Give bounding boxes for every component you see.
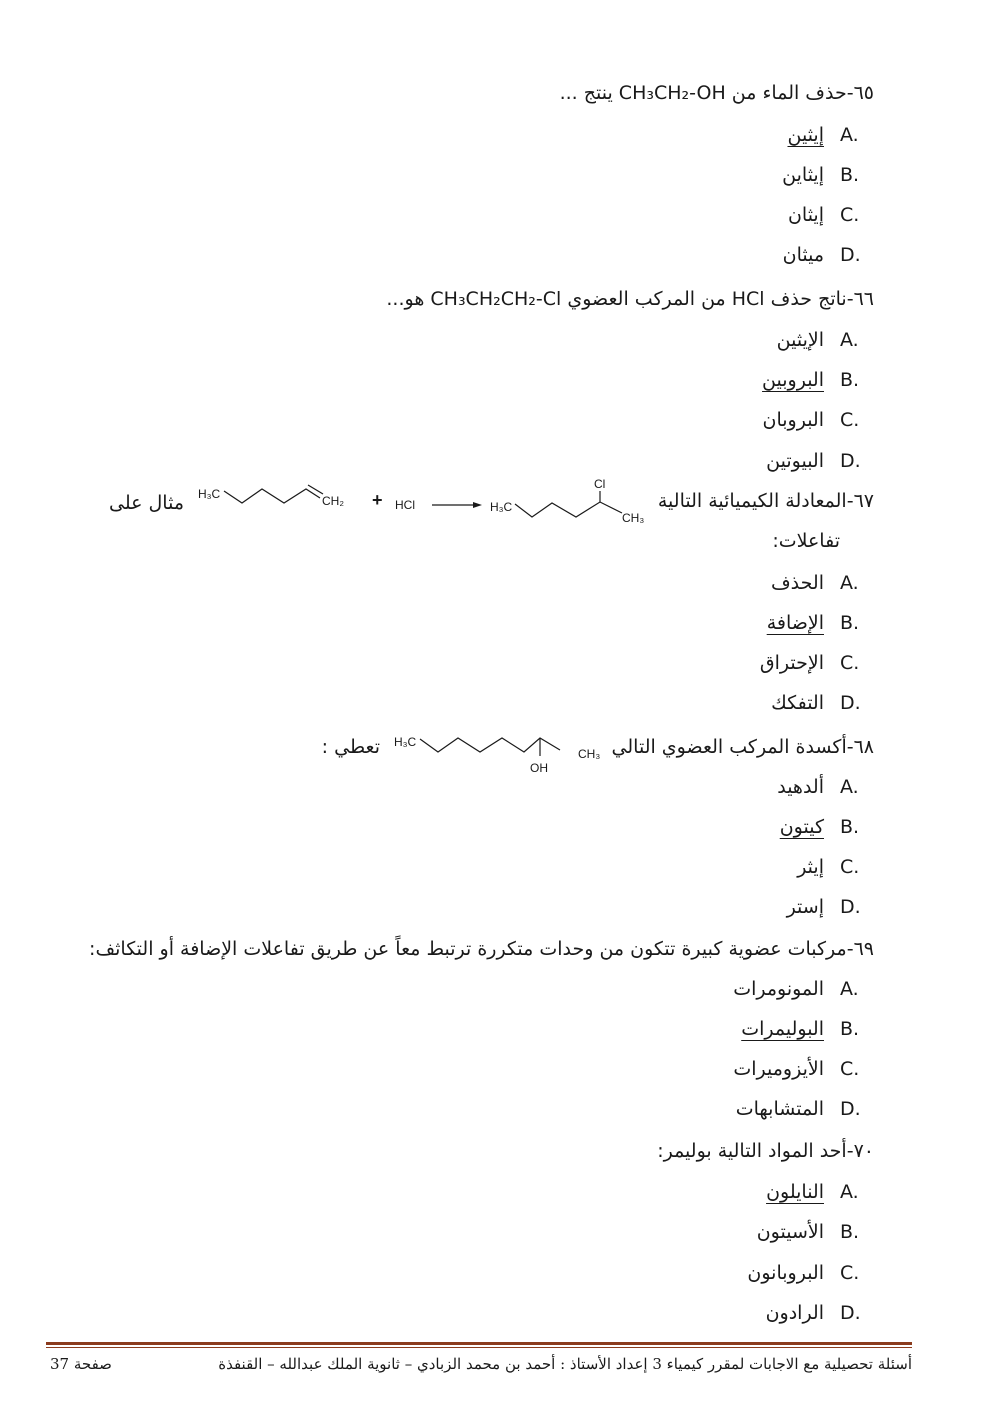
- product-chain: [515, 502, 622, 517]
- option-65-b[interactable]: [782, 162, 874, 188]
- option-67-b[interactable]: [767, 610, 874, 636]
- option-text: المونومرات: [733, 978, 824, 1000]
- option-letter: D.: [840, 1302, 861, 1324]
- option-text: ميثان: [782, 244, 824, 266]
- question-number: ٦٧-: [846, 490, 874, 512]
- option-text: الأيزوميرات: [733, 1058, 824, 1080]
- option-70-a[interactable]: [766, 1179, 874, 1205]
- option-65-a[interactable]: [788, 122, 875, 148]
- option-70-c[interactable]: [747, 1260, 874, 1286]
- question-number: ٦٩-: [846, 938, 874, 960]
- option-text: إستر: [786, 896, 824, 918]
- question-number: ٧٠-: [846, 1140, 874, 1162]
- option-letter: D.: [840, 450, 861, 472]
- option-letter: A.: [840, 572, 859, 594]
- option-text: البيوتين: [766, 450, 824, 472]
- option-letter: A.: [840, 978, 859, 1000]
- option-letter: B.: [840, 612, 860, 634]
- option-letter: B.: [840, 164, 860, 186]
- arrow-head: [473, 502, 482, 508]
- option-text: إيثين: [787, 124, 824, 146]
- option-letter: A.: [840, 1181, 859, 1203]
- structure-right-label: CH₃: [578, 747, 601, 761]
- option-text: المتشابهات: [735, 1098, 824, 1120]
- footer-text: أسئلة تحصيلية مع الاجابات لمقرر كيمياء 3 إعداد الأستاذ : أحمد بن محمد الزبادي – ثانوية الملك عبدالله – القنفذة: [218, 1355, 912, 1373]
- option-68-d[interactable]: [787, 894, 874, 920]
- option-66-b[interactable]: [762, 367, 874, 393]
- option-text: الأسيتون: [756, 1221, 824, 1243]
- option-letter: A.: [840, 776, 859, 798]
- double-bond: [308, 485, 323, 494]
- option-letter: D.: [840, 244, 861, 266]
- option-66-d[interactable]: [766, 448, 874, 474]
- option-text: البروبانون: [747, 1262, 824, 1284]
- option-70-d[interactable]: [766, 1300, 874, 1326]
- product-left-label: H₃C: [490, 500, 513, 514]
- option-letter: D.: [840, 1098, 861, 1120]
- option-69-d[interactable]: [736, 1096, 874, 1122]
- option-67-d[interactable]: [771, 690, 874, 716]
- carbon-chain: [420, 738, 560, 752]
- alcohol-structure: [388, 722, 618, 780]
- option-letter: C.: [840, 1058, 860, 1080]
- question-65: [560, 80, 874, 106]
- question-67: [658, 488, 874, 514]
- option-text: البروبين: [762, 369, 824, 391]
- option-text: ألدهيد: [777, 776, 824, 798]
- option-letter: A.: [840, 124, 859, 146]
- option-66-c[interactable]: [763, 407, 875, 433]
- reactant-right-label: CH₂: [322, 494, 344, 508]
- question-67-line2: تفاعلات:: [772, 530, 840, 552]
- question-number: ٦٨-: [846, 736, 874, 758]
- question-text: أكسدة المركب العضوي التالي: [611, 736, 847, 758]
- reaction-equation: [190, 472, 660, 532]
- option-text: إيثر: [797, 856, 824, 878]
- option-text: البوليمرات: [741, 1018, 824, 1040]
- question-68: [612, 734, 874, 760]
- option-69-b[interactable]: [741, 1016, 874, 1042]
- question-text: أحد المواد التالية بوليمر:: [657, 1140, 847, 1162]
- option-letter: D.: [840, 692, 861, 714]
- option-text: الحذف: [770, 572, 824, 594]
- reactant-chain: [224, 489, 320, 503]
- option-text: إيثان: [787, 204, 824, 226]
- question-68-end: تعطي :: [321, 736, 380, 758]
- option-65-d[interactable]: [783, 242, 874, 268]
- option-text: البروبان: [762, 409, 824, 431]
- option-letter: C.: [840, 856, 860, 878]
- question-text: المعادلة الكيميائية التالية: [657, 490, 847, 512]
- option-68-a[interactable]: [777, 774, 874, 800]
- option-text: التفكك: [771, 692, 824, 714]
- question-69: [89, 936, 874, 962]
- product-right-label: CH₃: [622, 511, 645, 525]
- option-69-c[interactable]: [733, 1056, 874, 1082]
- option-letter: C.: [840, 409, 860, 431]
- question-70: [657, 1138, 874, 1164]
- option-letter: B.: [840, 1018, 860, 1040]
- option-text: الإضافة: [766, 612, 824, 634]
- question-text: مركبات عضوية كبيرة تتكون من وحدات متكررة ترتبط معاً عن طريق تفاعلات الإضافة أو التكاثف:: [89, 938, 847, 960]
- option-letter: C.: [840, 1262, 860, 1284]
- product-top-label: Cl: [594, 477, 606, 491]
- option-text: الإيثين: [776, 329, 824, 351]
- reagent-label: HCl: [395, 498, 415, 512]
- option-text: الرادون: [765, 1302, 824, 1324]
- plus-sign: +: [372, 490, 383, 510]
- option-68-c[interactable]: [797, 854, 874, 880]
- question-67-end: مثال على: [108, 492, 184, 514]
- question-text: ناتج حذف HCl من المركب العضوي CH₃CH₂CH₂-Cl هو...: [386, 288, 847, 310]
- question-text: حذف الماء من CH₃CH₂-OH ينتج ...: [559, 82, 847, 104]
- option-67-a[interactable]: [771, 570, 874, 596]
- option-letter: B.: [840, 369, 860, 391]
- page-number: صفحة 37: [50, 1355, 112, 1373]
- question-number: ٦٦-: [846, 288, 874, 310]
- option-letter: A.: [840, 329, 859, 351]
- option-letter: C.: [840, 652, 860, 674]
- structure-left-label: H₃C: [394, 735, 417, 749]
- option-text: الإحتراق: [759, 652, 824, 674]
- option-66-a[interactable]: [777, 327, 874, 353]
- option-letter: C.: [840, 204, 860, 226]
- option-text: كيتون: [779, 816, 824, 838]
- option-69-a[interactable]: [733, 976, 874, 1002]
- option-65-c[interactable]: [788, 202, 874, 228]
- option-68-b[interactable]: [780, 814, 874, 840]
- reactant-left-label: H₃C: [198, 487, 221, 501]
- option-text: النايلون: [766, 1181, 824, 1203]
- option-text: إيثاين: [782, 164, 824, 186]
- option-letter: B.: [840, 1221, 860, 1243]
- option-letter: B.: [840, 816, 860, 838]
- footer-rule-thick: [46, 1342, 912, 1345]
- footer-rule-thin: [46, 1347, 912, 1348]
- question-66: [386, 286, 874, 312]
- structure-bottom-label: OH: [530, 761, 548, 775]
- question-number: ٦٥-: [846, 82, 874, 104]
- option-67-c[interactable]: [760, 650, 874, 676]
- option-letter: D.: [840, 896, 861, 918]
- option-70-b[interactable]: [757, 1219, 874, 1245]
